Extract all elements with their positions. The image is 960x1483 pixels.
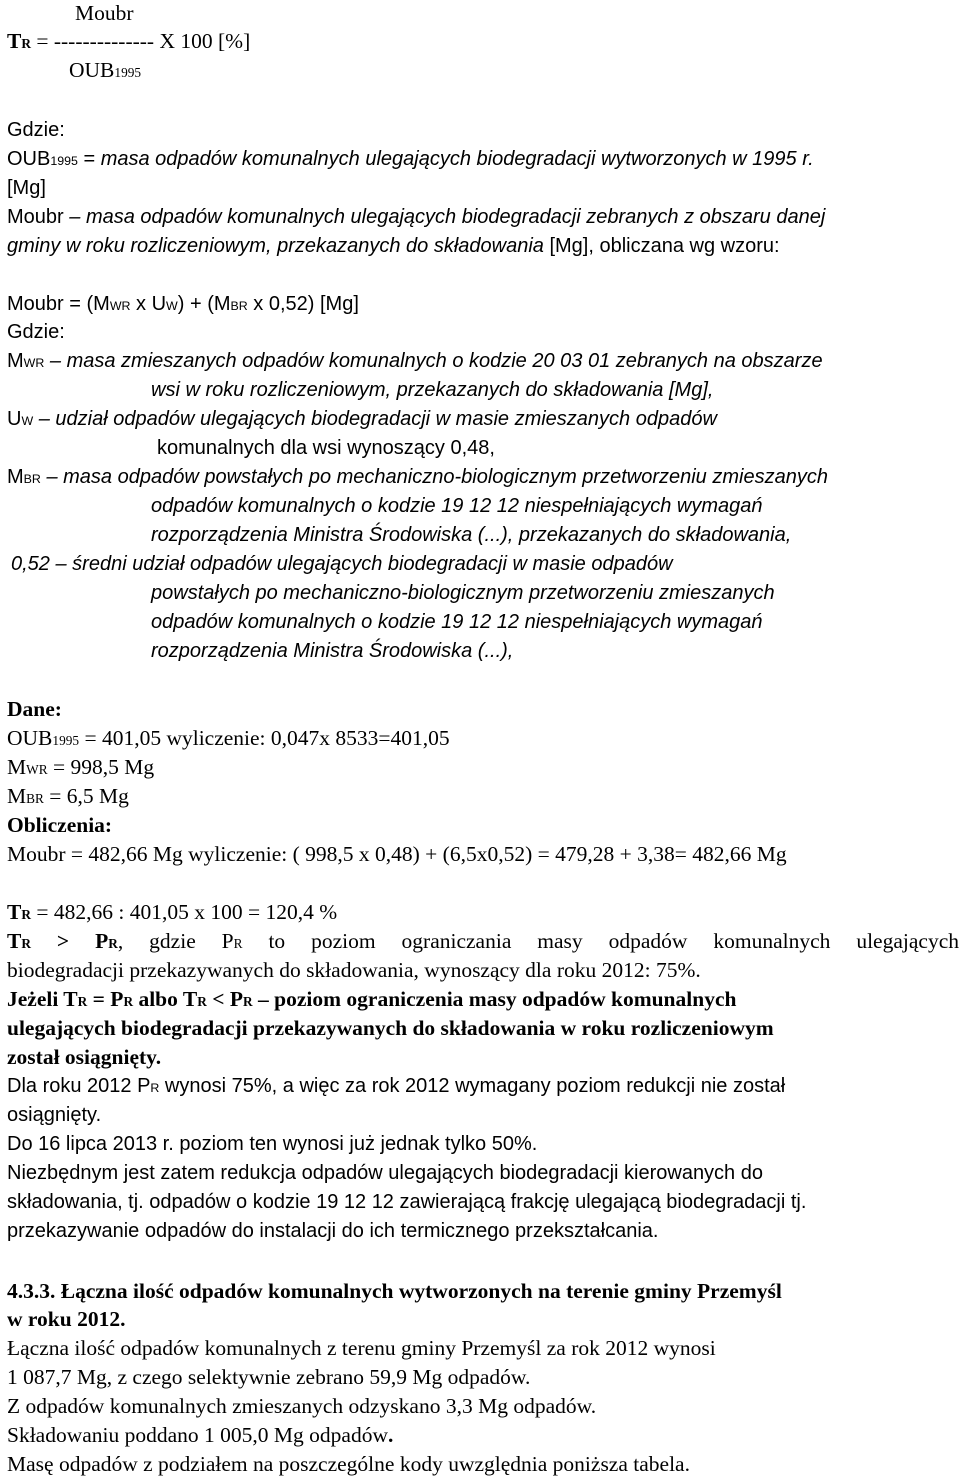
formula-moubr-tail: x 0,52) [Mg] [247,293,359,315]
formula-expression: = -------------- X 100 [%] [30,29,251,53]
section-line1: Łączna ilość odpadów komunalnych z terenu gminy Przemyśl za rok 2012 wynosi [7,1336,716,1360]
uw-definition-line2: komunalnych dla wsi wynoszący 0,48, [157,437,495,459]
oub-definition [7,145,814,175]
gdzie-label-2: Gdzie: [7,321,65,343]
mwr-definition-text: – masa zmieszanych odpadów komunalnych o kodzie 20 03 01 zebranych na obszarze [44,350,823,372]
mbr-definition-line1 [7,463,828,493]
obliczenia-tr [7,898,337,929]
equals: = [77,148,101,170]
dane-mwr [7,753,154,784]
dane-oub-term: OUB [7,726,53,750]
c052-definition-line1: 0,52 – średni udział odpadów ulegających biodegradacji w masie odpadów [11,553,673,575]
cmp-t-sub: R [21,936,31,951]
p1-line2: osiągnięty. [7,1104,102,1126]
cmp-rest1: , gdzie P [117,929,234,953]
c052-definition-line3: odpadów komunalnych o kodzie 19 12 12 niespełniających wymagań [151,611,763,633]
dane-mwr-sub: WR [26,762,48,777]
oub-symbol: OUB [69,58,115,82]
obliczenia-heading: Obliczenia: [7,813,113,837]
section-line3: Z odpadów komunalnych zmieszanych odzyskano 3,3 Mg odpadów. [7,1394,597,1418]
section-heading-line2: w roku 2012. [7,1307,126,1331]
uw-definition-text: – udział odpadów ulegających biodegradacji w masie zmieszanych odpadów [33,408,717,430]
uw-sub: W [166,299,178,313]
moubr-definition-line2 [7,232,780,260]
p1-line1 [7,1072,785,1102]
concl-sub3: R [197,994,207,1009]
oub-term-sub: 1995 [50,154,78,168]
obliczenia-tr-term: T [7,900,22,924]
dane-oub [7,724,450,755]
concl-a: Jeżeli T [7,987,78,1011]
conclusion-line1 [7,985,736,1016]
mwr-term-sub: WR [23,356,45,370]
oub-definition-text: masa odpadów komunalnych ulegających biodegradacji wytworzonych w 1995 r. [100,148,814,170]
mbr-definition-line3: rozporządzenia Ministra Środowiska (...), przekazanych do składowania, [151,524,792,546]
formula-moubr-plus: ) + (M [177,293,231,315]
p3-line2: składowania, tj. odpadów o kodzie 19 12 12 zawierającą frakcję ulegającą biodegradacji tj. [7,1191,807,1213]
mwr-definition-line2: wsi w roku rozliczeniowym, przekazanych do składowania [Mg], [151,379,714,401]
section-line4-dot: . [388,1423,394,1447]
obliczenia-moubr: Moubr = 482,66 Mg wyliczenie: ( 998,5 x 0,48) + (6,5x0,52) = 479,28 + 3,38= 482,66 Mg [7,842,787,866]
concl-c: albo T [133,987,198,1011]
moubr-term: Moubr [7,206,64,228]
oub-term: OUB [7,148,51,170]
mwr-term: M [7,350,24,372]
mbr-sub: BR [230,299,248,313]
tr-symbol: T [7,29,22,53]
c052-definition-line4: rozporządzenia Ministra Środowiska (...), [151,640,514,662]
section-line5: Masę odpadów z podziałem na poszczególne kody uwzględnia poniższa tabela. [7,1452,690,1476]
p3-line1: Niezbędnym jest zatem redukcja odpadów ulegających biodegradacji kierowanych do [7,1162,763,1184]
dane-mwr-term: M [7,755,27,779]
comparison-line2: biodegradacji przekazywanych do składowania, wynoszący dla roku 2012: 75%. [7,958,701,982]
p1-sub: R [150,1081,160,1095]
c052-definition-line2: powstałych po mechaniczno-biologicznym przetworzeniu zmieszanych [151,582,775,604]
concl-sub1: R [77,994,88,1009]
section-heading-line1: 4.3.3. Łączna ilość odpadów komunalnych wytworzonych na terenie gminy Przemyśl [7,1279,782,1303]
mwr-sub: WR [109,299,131,313]
obliczenia-tr-sub: R [21,907,31,922]
cmp-p2-sub: R [233,936,243,951]
dane-oub-value: = 401,05 wyliczenie: 0,047x 8533=401,05 [79,726,450,750]
tr-subscript: R [21,36,31,51]
moubr-definition-line1 [7,203,825,231]
obliczenia-tr-value: = 482,66 : 401,05 x 100 = 120,4 % [30,900,338,924]
dane-mbr-sub: BR [26,791,44,806]
dane-mwr-value: = 998,5 Mg [47,755,155,779]
cmp-rest2: to poziom ograniczania masy odpadów komunalnych ulegających [242,929,959,953]
mbr-definition-text: – masa odpadów powstałych po mechaniczno-biologicznym przetworzeniu zmieszanych [40,466,828,488]
cmp-t: T [7,929,22,953]
formula-tr [7,27,250,58]
formula-moubr [7,290,359,320]
p1-b: wynosi 75%, a więc za rok 2012 wymagany poziom redukcji nie został [159,1075,786,1097]
mbr-definition-line2: odpadów komunalnych o kodzie 19 12 12 niespełniających wymagań [151,495,763,517]
concl-sub2: R [123,994,134,1009]
dane-heading: Dane: [7,697,62,721]
gdzie-label: Gdzie: [7,119,65,141]
concl-d: < P [206,987,243,1011]
concl-e: – poziom ograniczenia masy odpadów komunalnych [252,987,737,1011]
mbr-term-sub: BR [23,472,41,486]
uw-term: U [7,408,22,430]
moubr-definition-tail: [Mg], obliczana wg wzoru: [543,235,780,257]
mwr-definition-line1 [7,347,823,377]
dane-mbr [7,782,129,813]
moubr-definition-italic: gminy w roku rozliczeniowym, przekazanych do składowania [7,235,544,257]
formula-moubr-x1: x U [130,293,167,315]
cmp-p-sub: R [108,936,118,951]
p1-a: Dla roku 2012 P [7,1075,151,1097]
section-line4 [7,1421,393,1449]
concl-sub4: R [243,994,253,1009]
concl-b: = P [87,987,124,1011]
p3-line3: przekazywanie odpadów do instalacji do ich termicznego przekształcania. [7,1220,659,1242]
p2: Do 16 lipca 2013 r. poziom ten wynosi już jednak tylko 50%. [7,1133,538,1155]
dane-mbr-value: = 6,5 Mg [43,784,129,808]
oub-subscript: 1995 [114,65,142,80]
uw-definition-line1 [7,405,717,435]
conclusion-line3: został osiągnięty. [7,1045,162,1069]
dane-oub-sub: 1995 [52,733,80,748]
section-line2: 1 087,7 Mg, z czego selektywnie zebrano 59,9 Mg odpadów. [7,1365,531,1389]
section-line4-text: Składowaniu poddano 1 005,0 Mg odpadów [7,1423,388,1447]
conclusion-line2: ulegających biodegradacji przekazywanych do składowania w roku rozliczeniowym [7,1016,774,1040]
comparison-line1 [7,927,959,958]
mbr-term: M [7,466,24,488]
formula-denominator [69,56,141,87]
moubr-definition-text: – masa odpadów komunalnych ulegających biodegradacji zebranych z obszaru danej [63,206,826,228]
dane-mbr-term: M [7,784,27,808]
formula-moubr-lhs: Moubr = (M [7,293,110,315]
cmp-gt: > P [30,929,109,953]
uw-term-sub: W [21,414,34,428]
oub-unit: [Mg] [7,177,46,199]
formula-numerator: Moubr [75,1,134,25]
